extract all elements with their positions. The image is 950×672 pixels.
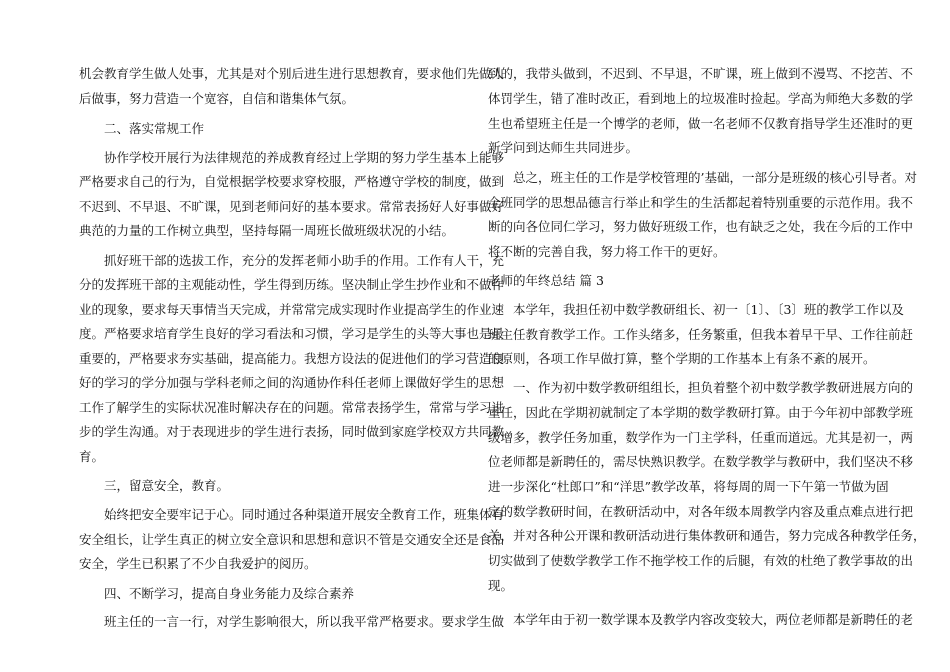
text-line: 班主任的一言一行，对学生影响很大，所以我平常严格要求。要求学生做 xyxy=(104,614,505,629)
text-line: 安全组长，让学生真正的树立安全意识和思想和意识不管是交通安全还是食品 xyxy=(79,532,505,547)
text-line: 级增多，教学任务加重，数学作为一门主学科，任重而道远。尤其是初一，两 xyxy=(488,430,914,445)
text-line: 业的现象，要求每天事情当天完成，并常常完成实现时作业提高学生的作业速 xyxy=(79,302,505,317)
text-line: 到的，我带头做到，不迟到、不早退，不旷课，班上做到不漫骂、不挖苦、不 xyxy=(488,66,914,81)
text-line: 总之，班主任的工作是学校管理的’基础，一部分是班级的核心引导者。对 xyxy=(513,170,917,185)
text-line: 度。严格要求培育学生良好的学习看法和习惯，学习是学生的头等大事也是最 xyxy=(79,326,505,341)
text-line: 进一步深化“杜郎口”和“洋思”教学改革，将每周的周一下午第一节做为固 xyxy=(488,479,889,494)
text-line: 严格要求自己的行为，自觉根据学校要求穿校服，严格遵守学校的制度，做到 xyxy=(79,174,505,189)
text-line: 一、作为初中数学教研组组长，担负着整个初中数学教学教研进展方向的 xyxy=(513,380,914,395)
text-line: 工作了解学生的实际状况准时解决存在的问题。常常表扬学生，常常与学习进 xyxy=(79,400,505,415)
text-line: 后做事，努力营造一个宽容，自信和谐集体气氛。 xyxy=(79,91,355,106)
text-line: 安全，学生已积累了不少自我爱护的阅历。 xyxy=(79,556,317,571)
text-line: 分的发挥班干部的主观能动性，学生得到历练。坚决制止学生抄作业和不做作 xyxy=(79,277,505,292)
text-line: 机会教育学生做人处事，尤其是对个别后进生进行思想教育，要求他们先做人 xyxy=(79,66,505,81)
text-line: 关，并对各种公开课和教研活动进行集体教研和通告，努力完成各种教学任务， xyxy=(488,528,926,543)
text-line: 本学年，我担任初中数学教研组长、初一〔1〕、〔3〕班的教学工作以及 xyxy=(513,302,904,317)
text-line: 三，留意安全，教育。 xyxy=(104,478,230,493)
text-line: 定的数学教研时间，在教研活动中，对各年级本周教学内容及重点难点进行把 xyxy=(488,504,914,519)
text-line: 不迟到、不早退、不旷课，见到老师问好的基本要求。常常表扬好人好事做好 xyxy=(79,199,505,214)
text-line: 将不断的完善自我，努力将工作干的更好。 xyxy=(488,244,726,259)
text-line: 重任，因此在学期初就制定了本学期的数学教研打算。由于今年初中部教学班 xyxy=(488,405,914,420)
text-line: 协作学校开展行为法律规范的养成教育经过上学期的努力学生基本上能够 xyxy=(104,150,505,165)
text-line: 四、不断学习，提高自身业务能力及综合素养 xyxy=(104,586,355,601)
text-line: 位老师都是新聘任的，需尽快熟识教学。在数学教学与教研中，我们坚决不移 xyxy=(488,454,914,469)
text-line: 抓好班干部的选拔工作，充分的发挥老师小助手的作用。工作有人干，充 xyxy=(104,253,505,268)
text-line: 生也希望班主任是一个博学的老师，做一名老师不仅教育指导学生还准时的更 xyxy=(488,116,914,131)
text-line: 新学问到达师生共同进步。 xyxy=(488,140,639,155)
text-line: 班主任教育教学工作。工作头绪多，任务繁重，但我本着早干早、工作往前赶 xyxy=(488,327,914,342)
text-line: 始终把安全要牢记于心。同时通过各种渠道开展安全教育工作，班集体有 xyxy=(104,507,505,522)
text-line: 断的向各位同仁学习，努力做好班级工作，也有缺乏之处，我在今后的工作中 xyxy=(488,219,914,234)
text-line: 重要的，严格要求夯实基础，提高能力。我想方设法的促进他们的学习营造良 xyxy=(79,351,505,366)
text-line: 老师的年终总结 篇 3 xyxy=(488,273,604,288)
text-line: 本学年由于初一数学课本及教学内容改变较大，两位老师都是新聘任的老 xyxy=(513,612,914,627)
text-line: 好的学习的学分加强与学科老师之间的沟通协作科任老师上课做好学生的思想 xyxy=(79,375,505,390)
text-line: 步的学生沟通。对于表现进步的学生进行表扬，同时做到家庭学校双方共同教 xyxy=(79,424,505,439)
text-line: 切实做到了使数学教学工作不拖学校工作的后腿，有效的杜绝了教学事故的出 xyxy=(488,553,914,568)
text-line: 现。 xyxy=(488,578,514,593)
text-line: 体罚学生，错了准时改正，看到地上的垃圾准时捡起。学高为师绝大多数的学 xyxy=(488,91,914,106)
text-line: 的原则，各项工作早做打算，整个学期的工作基本上有条不紊的展开。 xyxy=(488,351,876,366)
text-line: 典范的力量的工作树立典型，坚持每隔一周班长做班级状况的小结。 xyxy=(79,223,455,238)
text-line: 全班同学的思想品德言行举止和学生的生活都起着特别重要的示范作用。我不 xyxy=(488,195,914,210)
text-line: 育。 xyxy=(79,449,105,464)
text-line: 二、落实常规工作 xyxy=(104,121,205,136)
